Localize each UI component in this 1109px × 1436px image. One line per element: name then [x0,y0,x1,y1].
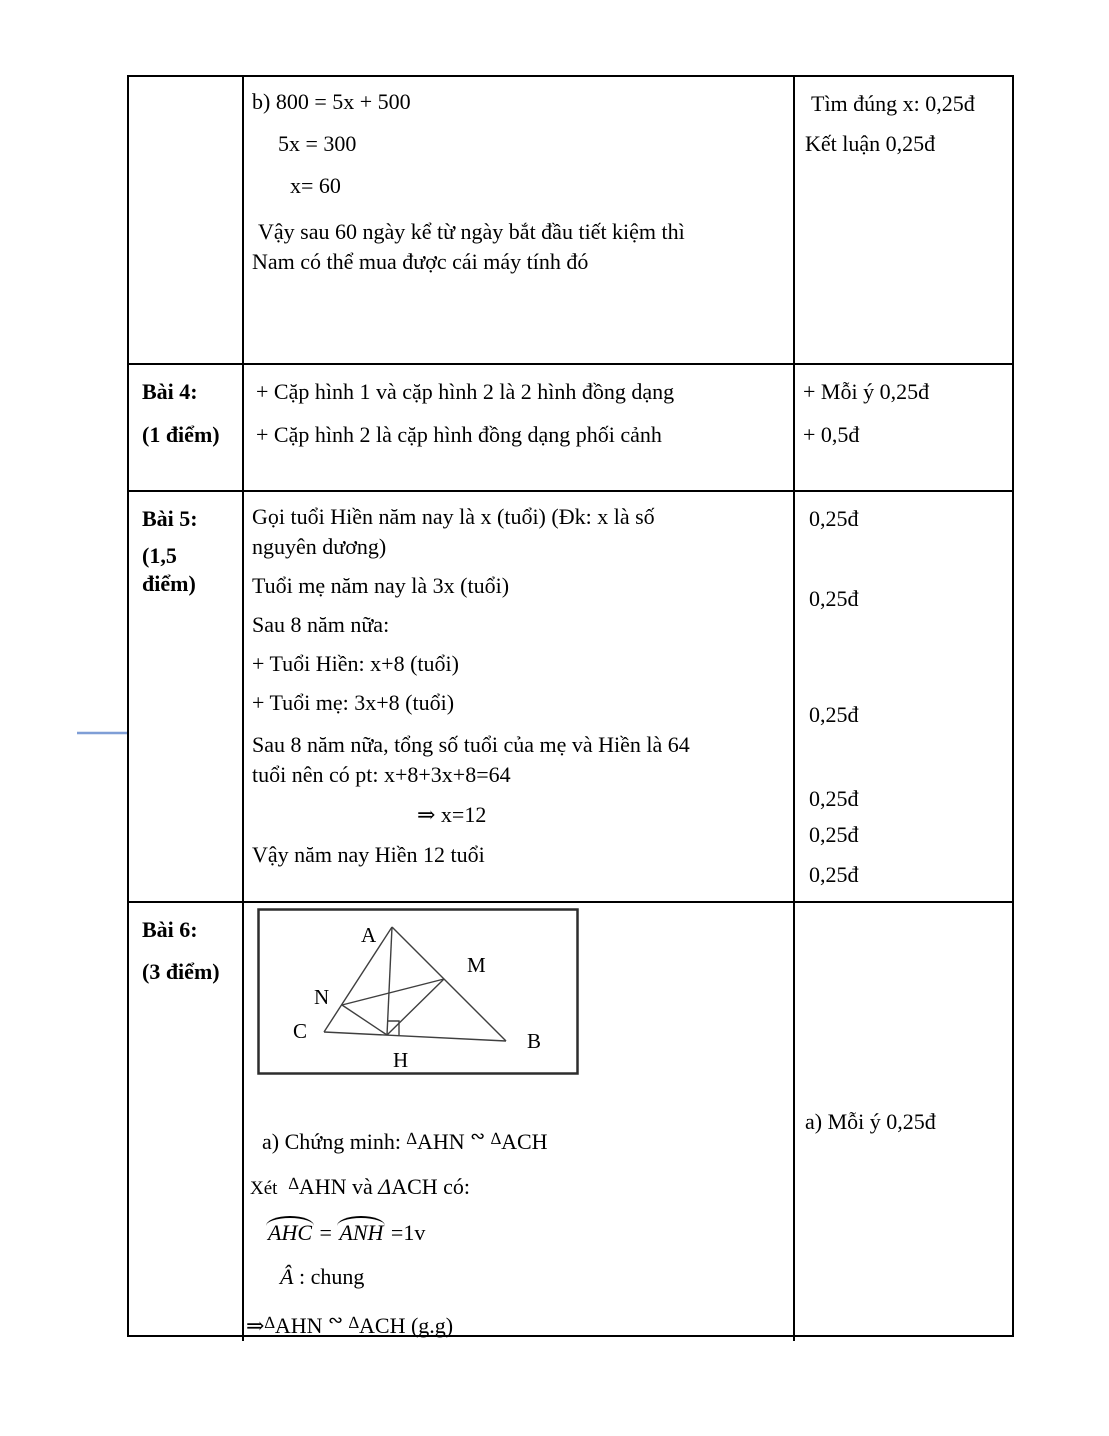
row4-solution-cell [244,903,795,1341]
solution-line: Sau 8 năm nữa, tổng số tuổi của mẹ và Hiền là 64 [252,732,690,757]
points-line: 0,25đ [809,822,859,847]
common-angle-line [280,1262,793,1292]
row2-label-cell [129,365,244,492]
vertex-label-N: N [314,985,330,1009]
have-word: có: [443,1174,471,1199]
triangle-name: ACH [501,1129,548,1154]
solution-conclusion: Vậy năm nay Hiền 12 tuổi [252,842,485,867]
equation-line: x= 60 [290,173,341,198]
points-line: 0,25đ [809,586,859,611]
points-line: a) Mỗi ý 0,25đ [805,1109,936,1134]
consider-line [250,1169,793,1204]
row4-points-cell [795,903,1012,1341]
answer-key-table [127,75,1014,1337]
points-line: Kết luận 0,25đ [805,131,936,156]
implies-arrow: ⇒ [246,1313,265,1338]
row3-solution-cell [244,492,795,903]
exercise-points-label: (1,5 [142,543,177,568]
triangle-symbol: ∆ [406,1129,417,1148]
row1-points-cell [795,77,1012,365]
angle-ANH: ANH [337,1218,385,1248]
triangle-symbol: ∆ [264,1313,275,1332]
triangle-name: AHN [416,1129,465,1154]
exercise-points-label: điểm) [142,571,196,596]
solution-line: Tuổi mẹ năm nay là 3x (tuổi) [252,573,510,598]
vertex-label-C: C [293,1019,308,1043]
gg-criterion: (g.g) [410,1313,454,1338]
conclusion-line: Vậy sau 60 ngày kể từ ngày bắt đầu tiết kiệm thì [258,219,685,244]
exercise-points-label: (3 điểm) [142,959,220,984]
points-line: + Mỗi ý 0,25đ [803,379,930,404]
exercise-points-label: (1 điểm) [142,422,220,447]
angle-equality-line [266,1218,793,1248]
angle-AHC: AHC [266,1218,314,1248]
similar-symbol: ∾ [328,1310,344,1331]
row3-points-cell [795,492,1012,903]
vertex-label-H: H [393,1048,409,1072]
row4-label-cell [129,903,244,1341]
angle-A-hat: Â [280,1264,294,1289]
exercise-label: Bài 4: [142,379,198,404]
vertex-label-M: M [467,953,486,977]
solution-implies-line: ⇒ x=12 [417,802,487,827]
points-line: 0,25đ [809,702,859,727]
exercise-label: Bài 5: [142,506,198,531]
right-angle-value: =1v [390,1220,426,1245]
points-line: Tìm đúng x: 0,25đ [811,91,975,116]
answer-line: + Cặp hình 2 là cặp hình đồng dạng phối cảnh [256,422,662,447]
row1-solution-cell [244,77,795,365]
triangle-name: ACH [359,1313,406,1338]
common-word: : chung [298,1264,365,1289]
answer-line: + Cặp hình 1 và cặp hình 2 là 2 hình đồng dạng [256,379,675,404]
points-line: 0,25đ [809,786,859,811]
row2-points-cell [795,365,1012,492]
equals-sign: = [319,1220,332,1245]
vertex-label-A: A [361,923,377,947]
points-line: 0,25đ [809,862,859,887]
triangle-figure [257,908,579,1075]
triangle-name: AHN [298,1174,347,1199]
solution-line: Sau 8 năm nữa: [252,612,390,637]
solution-line: + Tuổi Hiền: x+8 (tuổi) [252,651,459,676]
consider-word: Xét [250,1178,278,1199]
points-line: 0,25đ [809,506,859,531]
proof-statement-line [262,1122,793,1157]
triangle-symbol: ∆ [348,1313,360,1332]
triangle-name: AHN [274,1313,323,1338]
exercise-label: Bài 6: [142,917,198,942]
triangle-name: ACH [391,1174,438,1199]
solution-line: Gọi tuổi Hiền năm nay là x (tuổi) (Đk: x là số [252,504,655,529]
triangle-symbol-italic: Δ [378,1174,392,1199]
conclusion-line: Nam có thể mua được cái máy tính đó [252,249,589,274]
solution-line: + Tuổi mẹ: 3x+8 (tuổi) [252,690,455,715]
and-word: và [352,1174,373,1199]
equation-line: 5x = 300 [278,131,357,156]
triangle-symbol: ∆ [490,1129,502,1148]
solution-line: nguyên dương) [252,534,387,559]
row1-label-cell [129,77,244,365]
vertex-label-B: B [527,1029,542,1053]
similar-symbol: ∾ [470,1126,486,1147]
row3-label-cell [129,492,244,903]
conclusion-line [246,1306,793,1341]
points-line: + 0,5đ [803,422,860,447]
solution-line: tuổi nên có pt: x+8+3x+8=64 [252,762,511,787]
triangle-symbol: ∆ [288,1174,299,1193]
row2-solution-cell [244,365,795,492]
proof-label: a) Chứng minh: [262,1129,402,1154]
equation-line: b) 800 = 5x + 500 [252,89,411,114]
